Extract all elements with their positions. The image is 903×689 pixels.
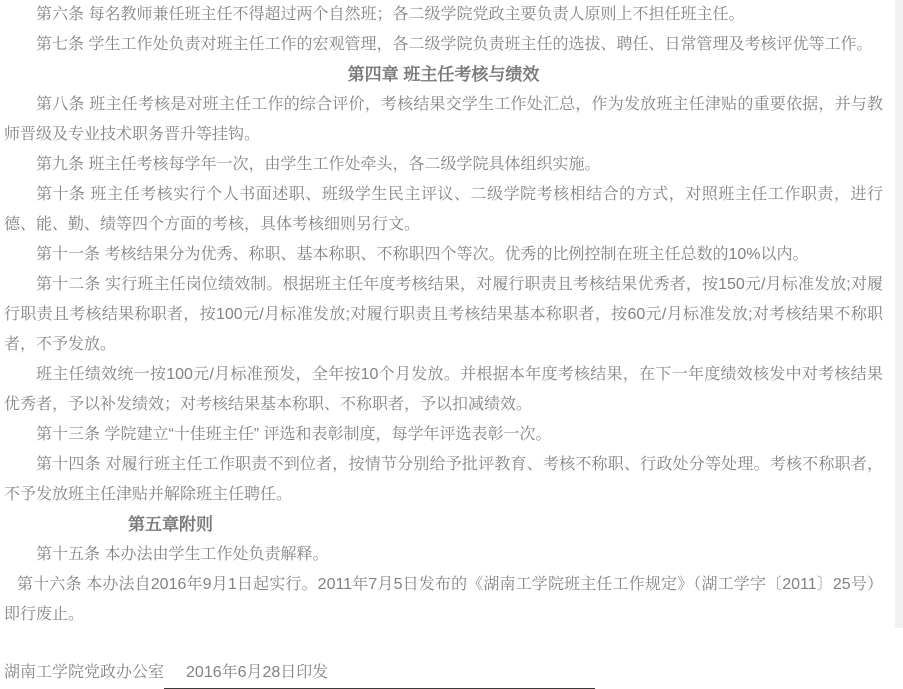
page-right-edge-strip: [895, 0, 903, 628]
article-13: 第十三条 学院建立“十佳班主任” 评选和表彰制度，每学年评选表彰一次。: [36, 426, 552, 443]
article-6: 第六条 每名教师兼任班主任不得超过两个自然班；各二级学院党政主要负责人原则上不担任班主任。: [36, 6, 745, 23]
article-12-performance-pay: 班主任绩效统一按100元/月标准预发，全年按10个月发放。并根据本年度考核结果，在下一年度绩效核发中对考核结果优秀者，予以补发绩效；对考核结果基本称职、不称职者，予以扣减绩效。: [4, 366, 883, 413]
chapter-5-heading: 第五章附则: [128, 515, 213, 534]
article-9: 第九条 班主任考核每学年一次，由学生工作处牵头，各二级学院具体组织实施。: [36, 156, 601, 173]
article-7: 第七条 学生工作处负责对班主任工作的宏观管理，各二级学院负责班主任的选拔、聘任、日常管理及考核评优等工作。: [36, 36, 873, 53]
chapter-4-heading: 第四章 班主任考核与绩效: [347, 65, 540, 84]
article-15: 第十五条 本办法由学生工作处负责解释。: [36, 546, 329, 563]
article-10: 第十条 班主任考核实行个人书面述职、班级学生民主评议、二级学院考核相结合的方式，对照班主任工作职责，进行德、能、勤、绩等四个方面的考核，具体考核细则另行文。: [4, 186, 883, 233]
footer-underline: [164, 658, 595, 689]
article-11: 第十一条 考核结果分为优秀、称职、基本称职、不称职四个等次。优秀的比例控制在班主任总数的10%以内。: [36, 246, 809, 263]
article-8: 第八条 班主任考核是对班主任工作的综合评价，考核结果交学生工作处汇总，作为发放班主任津贴的重要依据，并与教师晋级及专业技术职务晋升等挂钩。: [4, 96, 883, 143]
article-16: 第十六条 本办法自2016年9月1日起实行。2011年7月5日发布的《湖南工学院班主任工作规定》（湖工学字〔2011〕25号）即行废止。: [4, 576, 883, 623]
document-footer: [4, 658, 883, 689]
footer-print-date: 2016年6月28日印发: [186, 664, 329, 681]
article-12: 第十二条 实行班主任岗位绩效制。根据班主任年度考核结果，对履行职责且考核结果优秀者，按150元/月标准发放;对履行职责且考核结果称职者，按100元/月标准发放;对履行职责且考核结果基本称职者，按60元/月标准发放;对考核结果不称职者，不予发放。: [4, 276, 883, 353]
footer-issuing-office: 湖南工学院党政办公室: [4, 664, 165, 681]
article-14: 第十四条 对履行班主任工作职责不到位者，按情节分别给予批评教育、考核不称职、行政处分等处理。考核不称职者，不予发放班主任津贴并解除班主任聘任。: [4, 456, 883, 503]
